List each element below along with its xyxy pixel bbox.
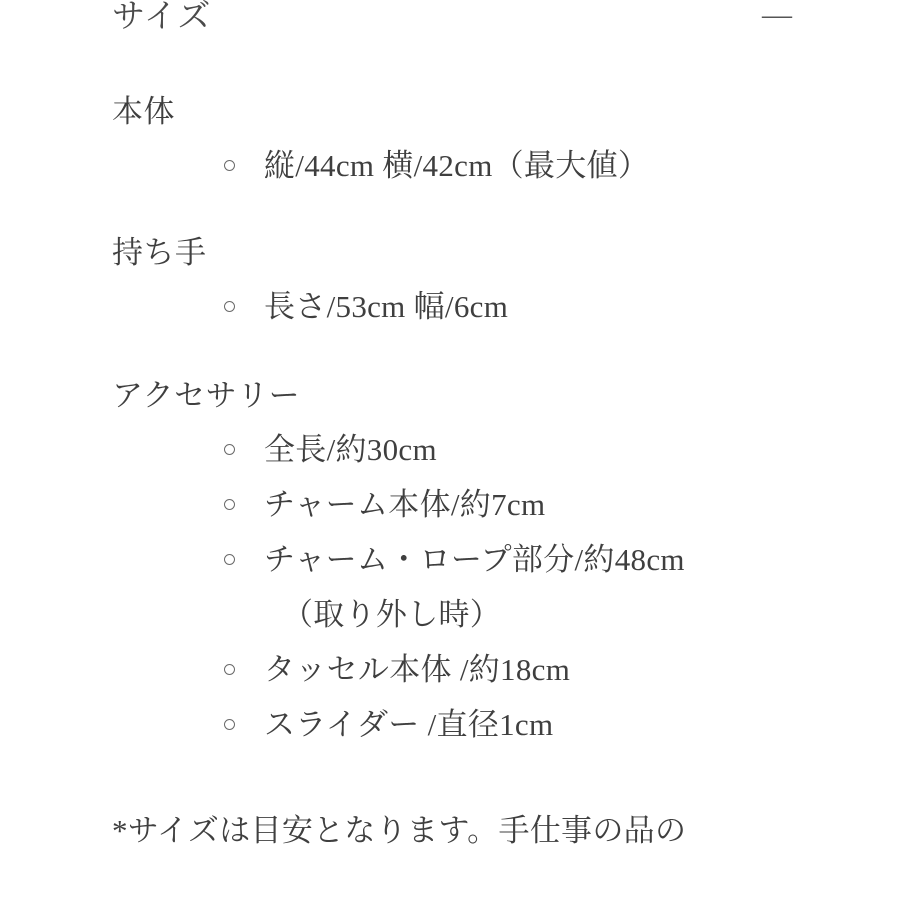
- list-item: [112, 642, 860, 697]
- group-handle: [112, 233, 860, 334]
- bullet-circle-icon: [224, 664, 235, 675]
- list-item-label: 全長/約30cm: [264, 432, 437, 467]
- list-item: [112, 138, 860, 193]
- bullet-circle-icon: [224, 719, 235, 730]
- group-body: [112, 92, 860, 193]
- footnote-text: *サイズは目安となります。手仕事の品の: [112, 813, 687, 848]
- list-item-label: チャーム本体/約7cm: [264, 487, 546, 522]
- list-item-label: チャーム・ロープ部分/約48cm: [264, 542, 685, 577]
- list-item-label: 長さ/53cm 幅/6cm: [264, 289, 509, 324]
- section-header: [112, 0, 860, 34]
- bullet-circle-icon: [224, 160, 235, 171]
- list-item-label: 縦/44cm 横/42cm（最大値）: [264, 148, 650, 183]
- bullet-circle-icon: [224, 301, 235, 312]
- list-item: [112, 697, 860, 752]
- group-label-handle: 持ち手: [112, 235, 207, 270]
- list-item: [112, 477, 860, 532]
- list-item-label: タッセル本体 /約18cm: [264, 652, 571, 687]
- page-title: サイズ: [112, 0, 212, 35]
- group-label-accessory: アクセサリー: [112, 378, 301, 413]
- group-accessory: [112, 376, 860, 752]
- list-item: [112, 422, 860, 477]
- list-item: [112, 532, 860, 587]
- bullet-list-accessory: [112, 422, 860, 752]
- list-item-continuation: [112, 587, 860, 642]
- bullet-circle-icon: [224, 444, 235, 455]
- bullet-list-body: [112, 138, 860, 193]
- bullet-circle-icon: [224, 554, 235, 565]
- minus-icon[interactable]: —: [762, 0, 792, 31]
- list-item: [112, 279, 860, 334]
- group-label-body: 本体: [112, 94, 175, 129]
- list-item-label: スライダー /直径1cm: [264, 707, 554, 742]
- list-item-label: （取り外し時）: [282, 597, 502, 632]
- bullet-circle-icon: [224, 499, 235, 510]
- bullet-list-handle: [112, 279, 860, 334]
